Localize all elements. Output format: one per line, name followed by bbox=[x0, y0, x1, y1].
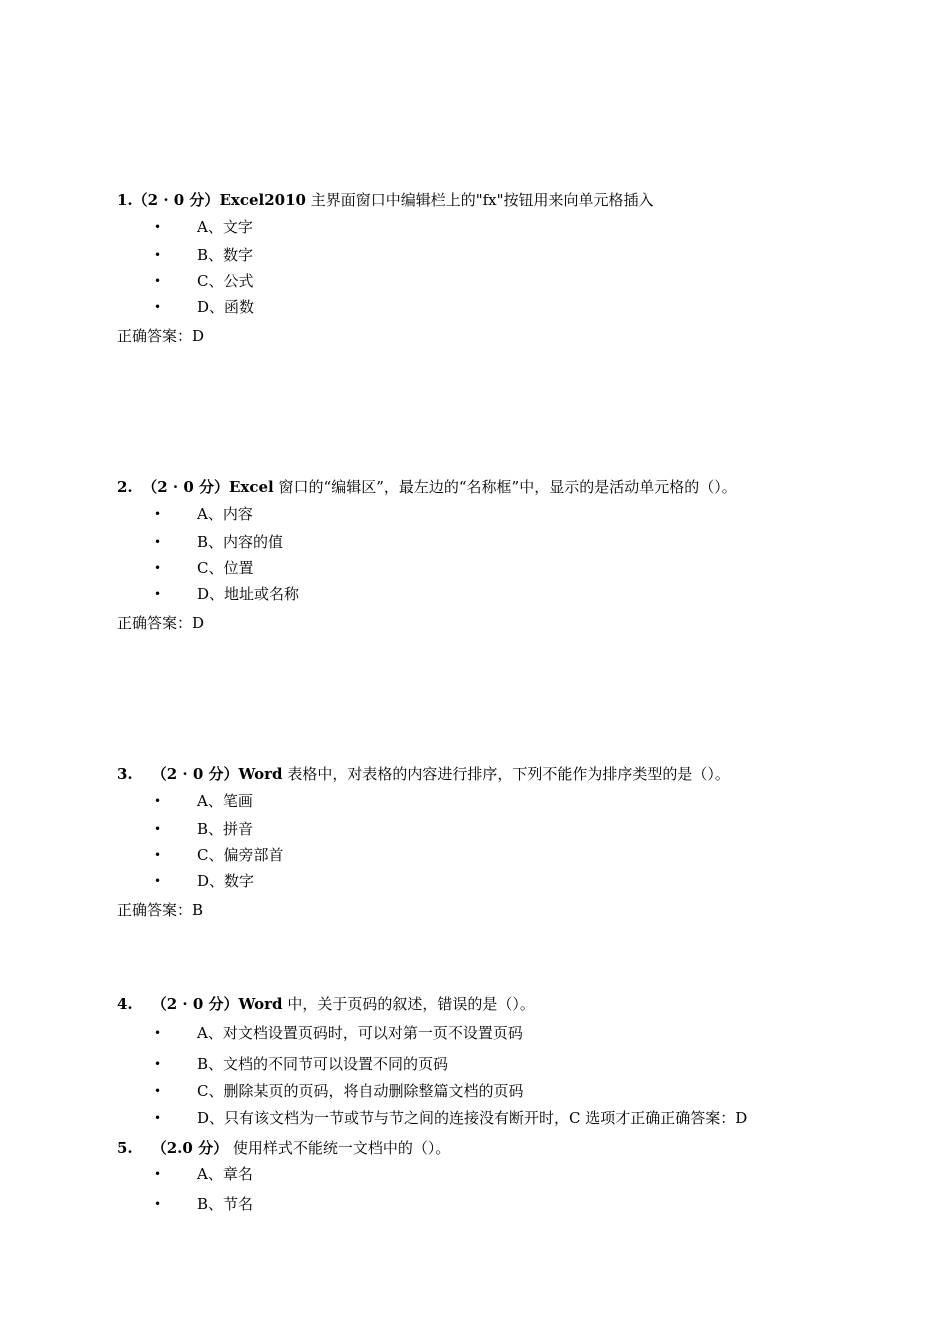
option-text: B、拼音 bbox=[197, 820, 254, 838]
option-text: D、数字 bbox=[197, 872, 255, 890]
option-text: A、笔画 bbox=[197, 792, 253, 810]
question-text: 表格中，对表格的内容进行排序，下列不能作为排序类型的是（）。 bbox=[287, 765, 730, 783]
option-text: A、内容 bbox=[197, 505, 253, 523]
question-score: （2 · 0 分） bbox=[132, 191, 220, 209]
question-number: 4. bbox=[117, 995, 133, 1013]
bullet-icon: • bbox=[154, 1057, 162, 1071]
question-text: 主界面窗口中编辑栏上的"fx"按钮用来向单元格插入 bbox=[310, 191, 654, 209]
option-text: D、地址或名称 bbox=[197, 585, 300, 603]
option-text: A、文字 bbox=[197, 218, 253, 236]
bullet-icon: • bbox=[154, 587, 162, 601]
question-text: 使用样式不能统一文档中的（）。 bbox=[232, 1139, 451, 1157]
question-3-stem bbox=[117, 764, 730, 784]
bullet-icon: • bbox=[154, 248, 162, 262]
question-text: 窗口的“编辑区”，最左边的“名称框”中，显示的是活动单元格的（）。 bbox=[278, 478, 737, 496]
bullet-icon: • bbox=[154, 507, 162, 521]
bullet-icon: • bbox=[154, 1167, 162, 1181]
question-number: 2. bbox=[117, 478, 133, 496]
question-1-stem bbox=[117, 190, 654, 210]
bullet-icon: • bbox=[154, 794, 162, 808]
question-product: Excel2010 bbox=[219, 191, 306, 209]
question-4-stem bbox=[117, 994, 535, 1014]
option-text: B、文档的不同节可以设置不同的页码 bbox=[197, 1055, 449, 1073]
question-5-stem bbox=[117, 1138, 450, 1158]
question-text: 中，关于页码的叙述，错误的是（）。 bbox=[287, 995, 535, 1013]
question-number: 5. bbox=[117, 1139, 133, 1157]
bullet-icon: • bbox=[154, 300, 162, 314]
bullet-icon: • bbox=[154, 822, 162, 836]
bullet-icon: • bbox=[154, 220, 162, 234]
question-product: Word bbox=[238, 765, 283, 783]
option-text: C、公式 bbox=[197, 272, 254, 290]
question-score: （2 · 0 分） bbox=[142, 478, 229, 496]
option-text: A、章名 bbox=[197, 1165, 253, 1183]
option-text: C、位置 bbox=[197, 559, 254, 577]
bullet-icon: • bbox=[154, 1026, 162, 1040]
option-text: C、删除某页的页码，将自动删除整篇文档的页码 bbox=[197, 1082, 524, 1100]
option-text: B、节名 bbox=[197, 1195, 254, 1213]
question-2-stem bbox=[117, 477, 737, 497]
bullet-icon: • bbox=[154, 848, 162, 862]
bullet-icon: • bbox=[154, 535, 162, 549]
option-text: B、内容的值 bbox=[197, 533, 284, 551]
question-product: Word bbox=[238, 995, 283, 1013]
option-text: D、只有该文档为一节或节与节之间的连接没有断开时，C 选项才正确正确答案：D bbox=[197, 1109, 748, 1127]
question-score: （2 · 0 分） bbox=[151, 765, 239, 783]
question-number: 3. bbox=[117, 765, 133, 783]
option-text: B、数字 bbox=[197, 246, 254, 264]
question-1-answer: 正确答案：D bbox=[117, 327, 205, 345]
question-2-answer: 正确答案：D bbox=[117, 614, 205, 632]
option-text: C、偏旁部首 bbox=[197, 846, 284, 864]
question-3-answer: 正确答案：B bbox=[117, 901, 204, 919]
option-text: A、对文档设置页码时，可以对第一页不设置页码 bbox=[197, 1024, 523, 1042]
bullet-icon: • bbox=[154, 1084, 162, 1098]
bullet-icon: • bbox=[154, 561, 162, 575]
option-text: D、函数 bbox=[197, 298, 255, 316]
bullet-icon: • bbox=[154, 874, 162, 888]
question-score: （2.0 分） bbox=[151, 1139, 229, 1157]
bullet-icon: • bbox=[154, 1111, 162, 1125]
question-score: （2 · 0 分） bbox=[151, 995, 239, 1013]
question-product: Excel bbox=[228, 478, 274, 496]
question-number: 1. bbox=[117, 191, 133, 209]
bullet-icon: • bbox=[154, 274, 162, 288]
bullet-icon: • bbox=[154, 1197, 162, 1211]
